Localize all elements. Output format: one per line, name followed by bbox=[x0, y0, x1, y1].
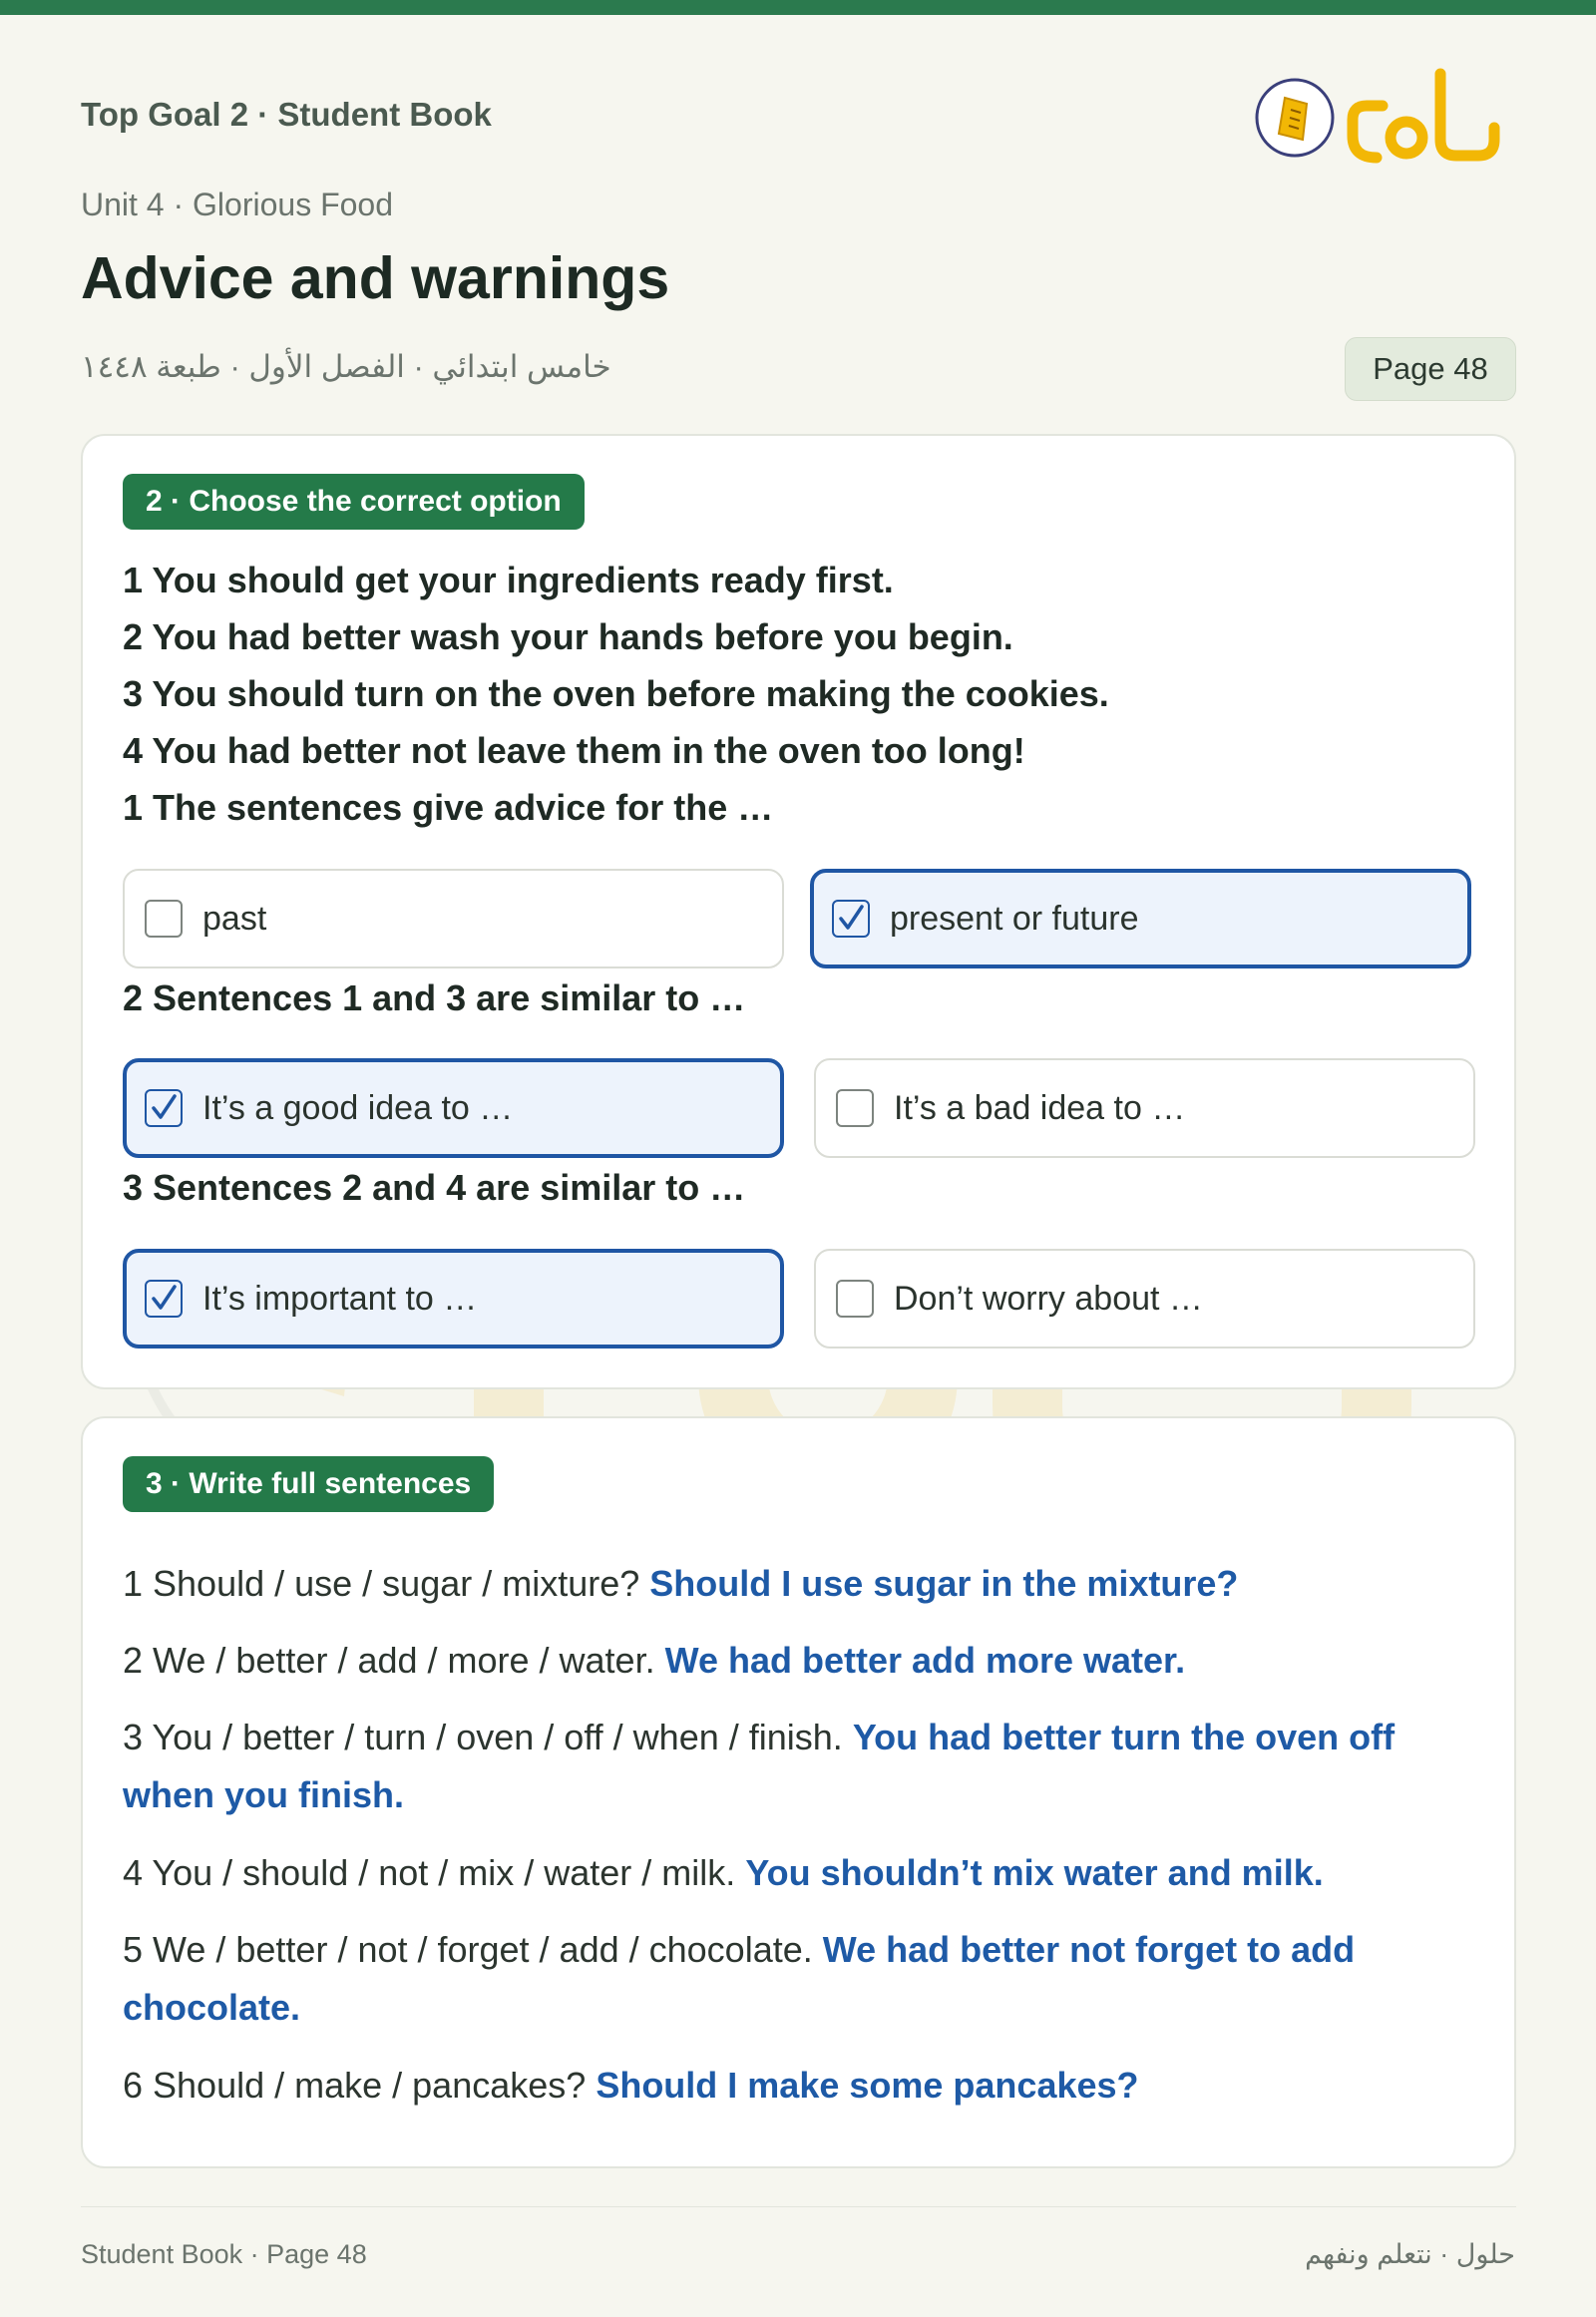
checkbox-unchecked-icon[interactable] bbox=[836, 1089, 874, 1127]
book-title: Top Goal 2 · Student Book bbox=[81, 96, 492, 133]
brand-logo-icon bbox=[1255, 62, 1504, 172]
exercise-3-card bbox=[81, 1416, 1516, 2168]
sentence-prompt: 4 You / should / not / mix / water / milk. bbox=[123, 1852, 736, 1893]
option-dont-worry[interactable] bbox=[814, 1249, 1475, 1349]
sentence-answer: We had better not forget to add chocolate. bbox=[123, 1929, 1356, 2028]
sentence-item bbox=[123, 2057, 1479, 2115]
model-sentence: 2 You had better wash your hands before you begin. bbox=[123, 616, 1013, 657]
question-prompt-2: 2 Sentences 1 and 3 are similar to … bbox=[123, 977, 746, 1018]
option-label: It’s important to … bbox=[202, 1279, 478, 1318]
sentence-prompt: 5 We / better / not / forget / add / chocolate. bbox=[123, 1929, 813, 1970]
exercise-3-title: 3 · Write full sentences bbox=[123, 1456, 494, 1512]
sentence-item bbox=[123, 1844, 1479, 1902]
option-label: It’s a bad idea to … bbox=[894, 1088, 1186, 1127]
option-label: present or future bbox=[890, 899, 1139, 938]
model-sentence: 1 You should get your ingredients ready first. bbox=[123, 560, 894, 600]
sentence-item bbox=[123, 1632, 1479, 1690]
option-label: past bbox=[202, 899, 267, 938]
checkbox-checked-icon[interactable] bbox=[145, 1280, 183, 1318]
checkbox-checked-icon[interactable] bbox=[145, 1089, 183, 1127]
option-present-or-future[interactable] bbox=[810, 869, 1471, 968]
sentence-prompt: 1 Should / use / sugar / mixture? bbox=[123, 1563, 640, 1604]
option-past[interactable] bbox=[123, 869, 784, 968]
exercise-2-title: 2 · Choose the correct option bbox=[123, 474, 585, 530]
question-prompt-1: 1 The sentences give advice for the … bbox=[123, 787, 774, 828]
footer-brand-tagline: حلول · نتعلم ونفهم bbox=[1305, 2239, 1515, 2269]
sentence-item bbox=[123, 1555, 1479, 1613]
sentence-answer: We had better add more water. bbox=[664, 1640, 1186, 1681]
sentence-answer: You shouldn’t mix water and milk. bbox=[745, 1852, 1324, 1893]
checkbox-checked-icon[interactable] bbox=[832, 900, 870, 938]
sentence-answer: Should I make some pancakes? bbox=[596, 2065, 1139, 2106]
sentence-answer: Should I use sugar in the mixture? bbox=[649, 1563, 1239, 1604]
option-label: It’s a good idea to … bbox=[202, 1088, 514, 1127]
footer-divider bbox=[81, 2206, 1516, 2207]
top-accent-bar bbox=[0, 0, 1596, 15]
sentence-item bbox=[123, 1709, 1479, 1824]
model-sentence: 3 You should turn on the oven before making the cookies. bbox=[123, 673, 1109, 714]
checkbox-unchecked-icon[interactable] bbox=[145, 900, 183, 938]
option-important[interactable] bbox=[123, 1249, 784, 1349]
sentence-answer: You had better turn the oven off when you finish. bbox=[123, 1717, 1396, 1815]
model-sentence: 4 You had better not leave them in the oven too long! bbox=[123, 730, 1025, 771]
sentence-prompt: 3 You / better / turn / oven / off / when / finish. bbox=[123, 1717, 843, 1757]
sentence-prompt: 6 Should / make / pancakes? bbox=[123, 2065, 587, 2106]
checkbox-unchecked-icon[interactable] bbox=[836, 1280, 874, 1318]
sentence-prompt: 2 We / better / add / more / water. bbox=[123, 1640, 655, 1681]
arabic-subtitle: خامس ابتدائي · الفصل الأول · طبعة ١٤٤٨ bbox=[81, 349, 611, 384]
unit-line: Unit 4 · Glorious Food bbox=[81, 187, 394, 222]
option-bad-idea[interactable] bbox=[814, 1058, 1475, 1158]
logo-text: حلول bbox=[1255, 62, 1258, 63]
page-number-badge: Page 48 bbox=[1345, 337, 1516, 401]
exercise-2-card bbox=[81, 434, 1516, 1389]
option-label: Don’t worry about … bbox=[894, 1279, 1203, 1318]
page-title: Advice and warnings bbox=[81, 245, 670, 311]
sentence-item bbox=[123, 1921, 1479, 2037]
option-good-idea[interactable] bbox=[123, 1058, 784, 1158]
footer-page-label: Student Book · Page 48 bbox=[81, 2239, 367, 2269]
question-prompt-3: 3 Sentences 2 and 4 are similar to … bbox=[123, 1167, 746, 1208]
